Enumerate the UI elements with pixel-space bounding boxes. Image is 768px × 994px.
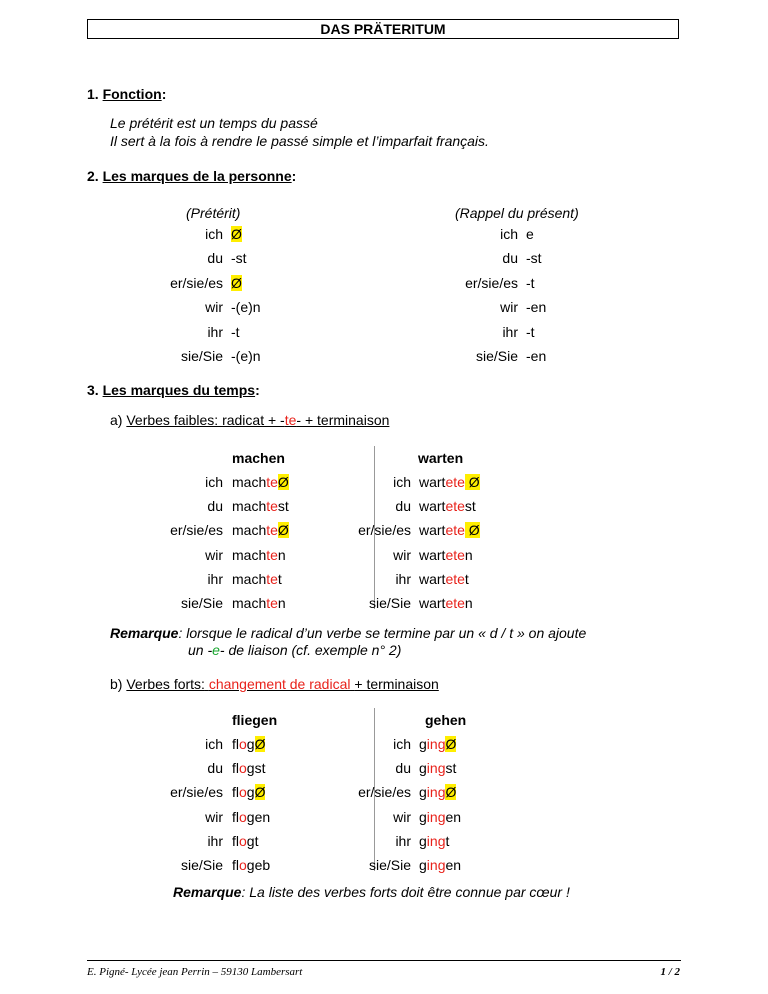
present-pronoun-text: ich — [500, 226, 518, 242]
warten-form — [419, 547, 473, 563]
remark-a-text1: : lorsque le radical d’un verbe se termine par un « d / t » on ajoute — [178, 625, 587, 641]
present-ending — [526, 324, 535, 340]
machen-ending: Ø — [277, 522, 289, 538]
gehen-form — [419, 784, 456, 800]
warten-ending: n — [464, 547, 473, 563]
warten-ending: Ø — [464, 522, 480, 538]
fliegen-stem-start: fl — [232, 833, 239, 849]
preterit-ending-text: -(e)n — [231, 299, 261, 315]
gehen-pronoun — [330, 784, 411, 800]
gehen-rest: en — [445, 857, 462, 873]
machen-pronoun — [130, 474, 223, 490]
present-ending — [526, 250, 542, 266]
warten-stem: wart — [419, 595, 446, 611]
machen-stem: mach — [232, 547, 267, 563]
section1-heading — [87, 86, 166, 102]
present-pronoun — [420, 226, 518, 242]
fliegen-pronoun — [130, 833, 223, 849]
fliegen-form — [232, 784, 265, 800]
fliegen-pronoun — [130, 736, 223, 752]
fliegen-form — [232, 809, 270, 825]
gehen-vowel: ing — [426, 809, 446, 825]
warten-ete: ete — [445, 522, 465, 538]
verb-warten-header: warten — [418, 450, 464, 466]
preterit-pronoun-text: ihr — [207, 324, 223, 340]
machen-ending: st — [277, 498, 289, 514]
strong-verbs-change: changement de radical — [208, 676, 351, 692]
section1-title: Fonction — [102, 86, 162, 102]
remark-b-label: Remarque — [173, 884, 242, 900]
gehen-form — [419, 809, 461, 825]
present-pronoun-text: sie/Sie — [475, 348, 518, 364]
fliegen-stem-start: fl — [232, 784, 239, 800]
fliegen-rest: g — [246, 784, 255, 800]
machen-stem: mach — [232, 571, 267, 587]
warten-ending: Ø — [464, 474, 480, 490]
fliegen-pronoun-text: ihr — [207, 833, 223, 849]
weak-verbs-rest: - + terminaison — [296, 412, 390, 428]
present-ending-text: -st — [526, 250, 542, 266]
warten-pronoun — [330, 547, 411, 563]
machen-pronoun — [130, 571, 223, 587]
preterit-pronoun — [130, 348, 223, 364]
machen-te: te — [266, 522, 278, 538]
present-pronoun — [420, 324, 518, 340]
warten-form — [419, 595, 473, 611]
verb-gehen-header: gehen — [425, 712, 467, 728]
machen-form — [232, 547, 286, 563]
gehen-pronoun-text: ich — [393, 736, 411, 752]
machen-te: te — [266, 547, 278, 563]
section3-number: 3. — [87, 382, 99, 398]
preterit-ending — [231, 250, 247, 266]
present-pronoun-text: ihr — [502, 324, 518, 340]
gehen-pronoun — [330, 833, 411, 849]
gehen-pronoun-text: wir — [393, 809, 411, 825]
machen-stem: mach — [232, 522, 267, 538]
machen-ending: Ø — [277, 474, 289, 490]
machen-stem: mach — [232, 498, 267, 514]
machen-te: te — [266, 571, 278, 587]
machen-te: te — [266, 498, 278, 514]
fliegen-rest: gt — [246, 833, 259, 849]
machen-pronoun-text: du — [207, 498, 223, 514]
warten-pronoun — [330, 498, 411, 514]
weak-verbs-label-text: Verbes faibles: radicat + - — [126, 412, 285, 428]
gehen-pronoun-text: sie/Sie — [368, 857, 411, 873]
present-ending — [526, 226, 534, 242]
machen-form — [232, 595, 286, 611]
section2-heading — [87, 168, 296, 184]
fliegen-pronoun-text: du — [207, 760, 223, 776]
present-ending-text: -t — [526, 275, 535, 291]
preterit-header: (Prétérit) — [186, 205, 241, 221]
machen-pronoun — [130, 547, 223, 563]
fliegen-stem-start: fl — [232, 736, 239, 752]
fliegen-rest: gst — [246, 760, 266, 776]
fliegen-pronoun — [130, 809, 223, 825]
preterit-ending — [231, 275, 242, 291]
fliegen-ending: Ø — [254, 784, 266, 800]
strong-verbs-heading — [110, 676, 439, 692]
section3-title: Les marques du temps — [102, 382, 256, 398]
gehen-form — [419, 833, 449, 849]
preterit-pronoun-text: du — [207, 250, 223, 266]
gehen-stem-start: g — [419, 857, 427, 873]
warten-ending: t — [464, 571, 469, 587]
present-pronoun-text: du — [502, 250, 518, 266]
machen-ending: n — [277, 595, 286, 611]
gehen-stem-start: g — [419, 833, 427, 849]
warten-stem: wart — [419, 571, 446, 587]
remark-b — [173, 884, 570, 900]
section2-number: 2. — [87, 168, 99, 184]
page-number: 1 / 2 — [660, 966, 680, 978]
remark-a-line2 — [188, 642, 401, 658]
gehen-ending: Ø — [445, 736, 457, 752]
warten-pronoun — [330, 522, 411, 538]
remark-a-e: e — [212, 642, 220, 658]
present-pronoun — [420, 275, 518, 291]
warten-pronoun-text: wir — [393, 547, 411, 563]
section1-number: 1. — [87, 86, 99, 102]
strong-verbs-prefix: b) — [110, 676, 123, 692]
preterit-pronoun-text: wir — [205, 299, 223, 315]
warten-stem: wart — [419, 474, 446, 490]
present-pronoun-text: er/sie/es — [465, 275, 518, 291]
footer-rule — [87, 960, 681, 961]
machen-pronoun-text: ich — [205, 474, 223, 490]
preterit-ending — [231, 226, 242, 242]
warten-stem: wart — [419, 522, 446, 538]
verb-machen-header: machen — [232, 450, 285, 466]
fliegen-form — [232, 760, 265, 776]
preterit-ending-text: Ø — [231, 226, 242, 242]
machen-pronoun-text: sie/Sie — [180, 595, 223, 611]
preterit-ending-text: -st — [231, 250, 247, 266]
warten-ete: ete — [445, 571, 465, 587]
warten-form — [419, 498, 476, 514]
fliegen-pronoun — [130, 857, 223, 873]
fliegen-rest: g — [246, 736, 255, 752]
fliegen-vowel: o — [239, 857, 247, 873]
fliegen-stem-start: fl — [232, 760, 239, 776]
machen-form — [232, 474, 289, 490]
fliegen-vowel: o — [239, 736, 247, 752]
gehen-vowel: ing — [426, 833, 446, 849]
fliegen-rest: gen — [246, 809, 271, 825]
weak-verbs-te: te — [284, 412, 297, 428]
fliegen-pronoun-text: er/sie/es — [170, 784, 223, 800]
present-ending-text: -en — [526, 299, 547, 315]
warten-pronoun-text: sie/Sie — [368, 595, 411, 611]
weak-verbs-prefix: a) — [110, 412, 123, 428]
remark-b-text: : La liste des verbes forts doit être connue par cœur ! — [241, 884, 570, 900]
remark-a-label: Remarque — [110, 625, 179, 641]
present-pronoun — [420, 299, 518, 315]
preterit-ending-text: -t — [231, 324, 240, 340]
machen-te: te — [266, 595, 278, 611]
section3-heading — [87, 382, 260, 398]
preterit-ending — [231, 324, 240, 340]
machen-pronoun-text: ihr — [207, 571, 223, 587]
preterit-ending-text: Ø — [231, 275, 242, 291]
fliegen-form — [232, 857, 270, 873]
remark-a-text2b: - de liaison (cf. exemple n° 2) — [219, 642, 402, 658]
section1-colon: : — [161, 86, 167, 102]
present-ending — [526, 275, 535, 291]
preterit-ending — [231, 299, 261, 315]
preterit-pronoun-text: ich — [205, 226, 223, 242]
fliegen-rest: geb — [246, 857, 271, 873]
fliegen-form — [232, 736, 265, 752]
machen-pronoun — [130, 595, 223, 611]
gehen-rest: st — [445, 760, 457, 776]
preterit-pronoun — [130, 250, 223, 266]
fliegen-pronoun-text: ich — [205, 736, 223, 752]
fliegen-vowel: o — [239, 833, 247, 849]
gehen-stem-start: g — [419, 736, 427, 752]
warten-ete: ete — [445, 474, 465, 490]
preterit-ending-text: -(e)n — [231, 348, 261, 364]
gehen-pronoun — [330, 736, 411, 752]
verb-fliegen-header: fliegen — [232, 712, 278, 728]
footer-author: E. Pigné- Lycée jean Perrin – 59130 Lambersart — [87, 966, 303, 978]
gehen-vowel: ing — [426, 736, 446, 752]
warten-pronoun — [330, 571, 411, 587]
fliegen-pronoun — [130, 760, 223, 776]
gehen-form — [419, 857, 461, 873]
page-title: DAS PRÄTERITUM — [87, 19, 679, 39]
warten-ete: ete — [445, 595, 465, 611]
gehen-rest: t — [445, 833, 450, 849]
present-pronoun-text: wir — [500, 299, 518, 315]
gehen-form — [419, 736, 456, 752]
present-ending-text: e — [526, 226, 534, 242]
gehen-pronoun — [330, 857, 411, 873]
warten-ending: st — [464, 498, 476, 514]
gehen-vowel: ing — [426, 857, 446, 873]
preterit-pronoun — [130, 299, 223, 315]
gehen-pronoun-text: er/sie/es — [358, 784, 411, 800]
section2-title: Les marques de la personne — [102, 168, 292, 184]
machen-te: te — [266, 474, 278, 490]
strong-verbs-label — [126, 676, 438, 692]
preterit-ending — [231, 348, 261, 364]
gehen-vowel: ing — [426, 784, 446, 800]
present-ending-text: -en — [526, 348, 547, 364]
machen-form — [232, 571, 282, 587]
machen-ending: t — [277, 571, 282, 587]
warten-ending: n — [464, 595, 473, 611]
gehen-pronoun-text: du — [395, 760, 411, 776]
gehen-stem-start: g — [419, 809, 427, 825]
present-ending — [526, 348, 546, 364]
section1-line1: Le prétérit est un temps du passé — [110, 115, 318, 131]
fliegen-vowel: o — [239, 784, 247, 800]
warten-pronoun-text: ihr — [395, 571, 411, 587]
gehen-stem-start: g — [419, 760, 427, 776]
remark-a-text2a: un - — [188, 642, 213, 658]
machen-stem: mach — [232, 595, 267, 611]
machen-pronoun-text: wir — [205, 547, 223, 563]
fliegen-stem-start: fl — [232, 857, 239, 873]
machen-form — [232, 522, 289, 538]
section1-line2: Il sert à la fois à rendre le passé simple et l’imparfait français. — [110, 133, 489, 149]
remark-a-line1 — [110, 625, 586, 641]
warten-pronoun — [330, 474, 411, 490]
preterit-pronoun-text: er/sie/es — [170, 275, 223, 291]
warten-stem: wart — [419, 498, 446, 514]
fliegen-pronoun-text: wir — [205, 809, 223, 825]
fliegen-vowel: o — [239, 760, 247, 776]
section3-colon: : — [255, 382, 260, 398]
warten-stem: wart — [419, 547, 446, 563]
gehen-pronoun-text: ihr — [395, 833, 411, 849]
gehen-pronoun — [330, 760, 411, 776]
weak-verbs-label — [126, 412, 389, 428]
gehen-stem-start: g — [419, 784, 427, 800]
preterit-pronoun — [130, 324, 223, 340]
fliegen-pronoun-text: sie/Sie — [180, 857, 223, 873]
preterit-pronoun — [130, 275, 223, 291]
present-pronoun — [420, 348, 518, 364]
gehen-form — [419, 760, 456, 776]
machen-pronoun — [130, 522, 223, 538]
warten-ete: ete — [445, 547, 465, 563]
warten-pronoun — [330, 595, 411, 611]
present-pronoun — [420, 250, 518, 266]
fliegen-form — [232, 833, 258, 849]
warten-pronoun-text: du — [395, 498, 411, 514]
section2-colon: : — [291, 168, 297, 184]
gehen-vowel: ing — [426, 760, 446, 776]
machen-ending: n — [277, 547, 286, 563]
strong-verbs-rest: + terminaison — [354, 676, 439, 692]
fliegen-vowel: o — [239, 809, 247, 825]
gehen-pronoun — [330, 809, 411, 825]
machen-pronoun-text: er/sie/es — [170, 522, 223, 538]
preterit-pronoun-text: sie/Sie — [180, 348, 223, 364]
gehen-rest: en — [445, 809, 462, 825]
warten-ete: ete — [445, 498, 465, 514]
strong-verbs-label-text: Verbes forts: — [126, 676, 205, 692]
present-ending — [526, 299, 546, 315]
present-header: (Rappel du présent) — [455, 205, 579, 221]
weak-verbs-heading — [110, 412, 389, 428]
machen-stem: mach — [232, 474, 267, 490]
warten-pronoun-text: er/sie/es — [358, 522, 411, 538]
gehen-ending: Ø — [445, 784, 457, 800]
fliegen-stem-start: fl — [232, 809, 239, 825]
warten-pronoun-text: ich — [393, 474, 411, 490]
warten-form — [419, 522, 480, 538]
fliegen-pronoun — [130, 784, 223, 800]
machen-form — [232, 498, 289, 514]
preterit-pronoun — [130, 226, 223, 242]
present-ending-text: -t — [526, 324, 535, 340]
warten-form — [419, 571, 469, 587]
warten-form — [419, 474, 480, 490]
machen-pronoun — [130, 498, 223, 514]
fliegen-ending: Ø — [254, 736, 266, 752]
